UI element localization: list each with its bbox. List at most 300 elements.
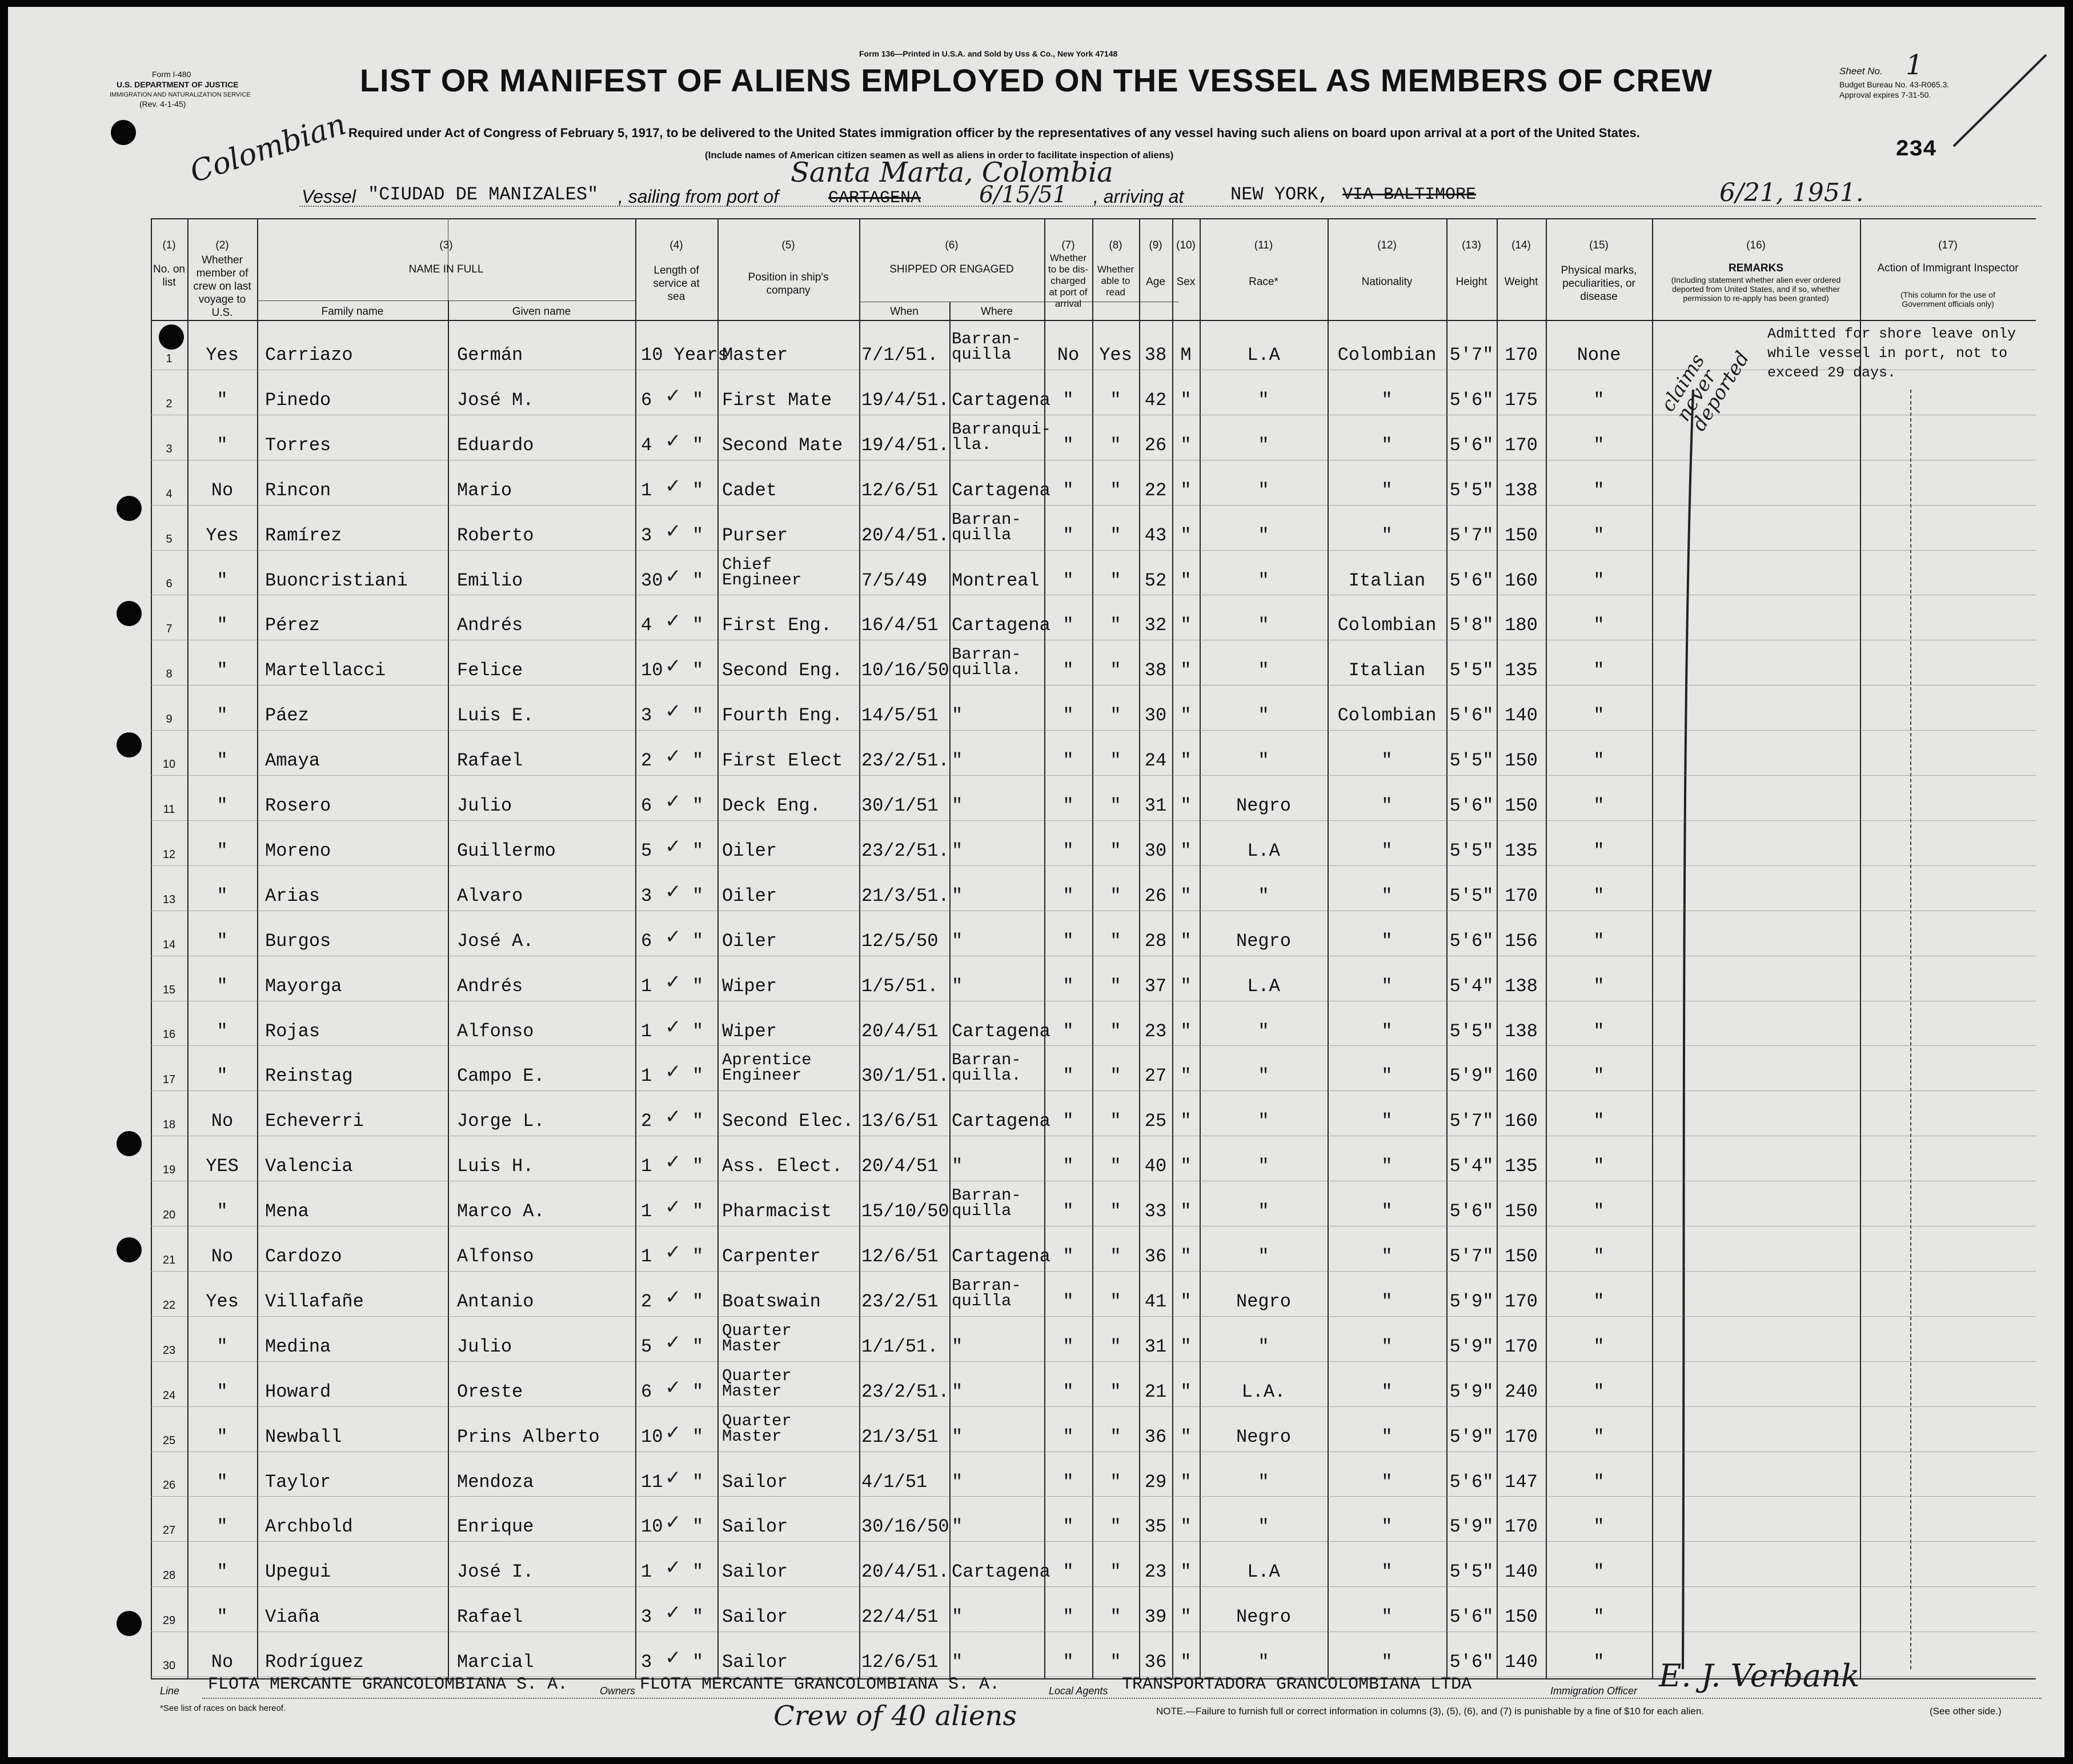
cell-height: 5'9" bbox=[1449, 1336, 1494, 1357]
cell-member: " bbox=[216, 975, 228, 997]
cell-length: 1 bbox=[641, 1065, 652, 1087]
cell-read: " bbox=[1110, 389, 1121, 411]
cell-sex: " bbox=[1180, 1065, 1192, 1087]
row-rule bbox=[151, 1361, 2036, 1362]
cell-family: Valencia bbox=[265, 1156, 353, 1177]
cell-race: Negro bbox=[1236, 1426, 1291, 1448]
cell-family: Buoncristiani bbox=[265, 570, 408, 591]
cell-read: " bbox=[1110, 1201, 1121, 1222]
cell-member: " bbox=[216, 1020, 228, 1042]
cell-nationality: " bbox=[1381, 1516, 1393, 1538]
ditto-mark: " bbox=[692, 1110, 704, 1132]
line-label: Line bbox=[160, 1685, 180, 1697]
cell-family: Rosero bbox=[265, 795, 331, 816]
cell-marks: " bbox=[1593, 1065, 1605, 1087]
line-value: FLOTA MERCANTE GRANCOLOMBIANA S. A. bbox=[208, 1675, 568, 1694]
row-number: 21 bbox=[162, 1253, 176, 1266]
cell-position: Quarter Master bbox=[722, 1411, 792, 1446]
cell-when: 19/4/51. bbox=[861, 434, 949, 456]
sheet-number: 1 bbox=[1906, 49, 1923, 81]
cell-read: " bbox=[1110, 1156, 1121, 1177]
cell-age: 36 bbox=[1144, 1426, 1167, 1448]
col-num-discharged: (7) bbox=[1061, 239, 1075, 251]
cell-discharged: " bbox=[1062, 705, 1074, 727]
check-mark: ✓ bbox=[665, 474, 681, 498]
cell-read: " bbox=[1110, 1426, 1121, 1448]
ditto-mark: " bbox=[692, 795, 704, 816]
cell-nationality: " bbox=[1381, 1290, 1393, 1312]
cell-when: 16/4/51 bbox=[861, 615, 939, 636]
cell-height: 5'6" bbox=[1449, 795, 1494, 816]
manifest-sheet bbox=[8, 7, 2064, 1757]
cell-discharged: " bbox=[1062, 1156, 1074, 1177]
cell-marks: " bbox=[1593, 885, 1605, 907]
cell-marks: " bbox=[1593, 1561, 1605, 1583]
cell-marks: " bbox=[1593, 1290, 1605, 1312]
cell-given: Andrés bbox=[457, 615, 523, 636]
cell-nationality: " bbox=[1381, 930, 1393, 952]
cell-family: Cardozo bbox=[265, 1246, 342, 1267]
col-header-shipped: SHIPPED OR ENGAGED bbox=[889, 263, 1014, 275]
cell-read: " bbox=[1110, 705, 1121, 727]
cell-marks: " bbox=[1593, 1201, 1605, 1222]
cell-height: 5'8" bbox=[1449, 615, 1494, 636]
cell-family: Carriazo bbox=[265, 344, 353, 366]
cell-when: 20/4/51. bbox=[861, 524, 949, 546]
cell-discharged: " bbox=[1062, 885, 1074, 907]
ditto-mark: " bbox=[692, 570, 704, 591]
ditto-mark: " bbox=[692, 1471, 704, 1493]
row-rule bbox=[151, 505, 2036, 506]
cell-nationality: " bbox=[1381, 750, 1393, 772]
ditto-mark: " bbox=[692, 524, 704, 546]
row-number: 5 bbox=[166, 532, 173, 546]
cell-sex: M bbox=[1180, 344, 1192, 366]
cell-member: " bbox=[216, 570, 228, 591]
cell-age: 40 bbox=[1144, 1156, 1167, 1177]
col-header-height: Height bbox=[1455, 276, 1487, 288]
row-number: 11 bbox=[163, 803, 175, 816]
row-rule bbox=[151, 1631, 2036, 1632]
cell-marks: " bbox=[1593, 975, 1605, 997]
department: U.S. DEPARTMENT OF JUSTICE bbox=[117, 80, 239, 89]
ditto-mark: " bbox=[692, 930, 704, 952]
cell-when: 10/16/50 bbox=[861, 660, 949, 681]
cell-discharged: " bbox=[1062, 1426, 1074, 1448]
cell-position: First Elect bbox=[722, 750, 843, 772]
cell-sex: " bbox=[1180, 1606, 1192, 1628]
row-number: 15 bbox=[162, 983, 176, 996]
cell-length: 11 bbox=[641, 1471, 663, 1493]
cell-read: " bbox=[1110, 660, 1121, 681]
cell-position: Second Mate bbox=[722, 434, 843, 456]
cell-height: 5'9" bbox=[1449, 1065, 1494, 1087]
form-id: Form I-480 bbox=[152, 70, 191, 79]
ditto-mark: " bbox=[692, 1426, 704, 1448]
cell-position: Boatswain bbox=[722, 1290, 821, 1312]
cell-nationality: Italian bbox=[1348, 660, 1426, 681]
footer-underline bbox=[202, 1698, 2042, 1699]
cell-read: " bbox=[1110, 885, 1121, 907]
cell-sex: " bbox=[1180, 434, 1192, 456]
cell-family: Howard bbox=[265, 1381, 331, 1402]
cell-read: " bbox=[1110, 1336, 1121, 1357]
row-number: 12 bbox=[162, 848, 176, 861]
cell-given: Oreste bbox=[457, 1381, 523, 1402]
cell-length: 10 Years bbox=[641, 344, 729, 366]
cell-given: Roberto bbox=[457, 524, 534, 546]
cell-height: 5'6" bbox=[1449, 570, 1494, 591]
cell-sex: " bbox=[1180, 1471, 1192, 1493]
cell-member: " bbox=[216, 1426, 228, 1448]
cell-where: " bbox=[952, 1516, 963, 1538]
cell-length: 1 bbox=[641, 1246, 652, 1267]
cell-length: 3 bbox=[641, 705, 652, 727]
cell-where: " bbox=[952, 1606, 963, 1628]
cell-given: Luis E. bbox=[457, 705, 534, 727]
cell-family: Torres bbox=[265, 434, 331, 456]
cell-marks: " bbox=[1593, 795, 1605, 816]
cell-weight: 147 bbox=[1505, 1471, 1538, 1493]
cell-nationality: " bbox=[1381, 1381, 1393, 1402]
cell-sex: " bbox=[1180, 570, 1192, 591]
cell-family: Pérez bbox=[265, 615, 320, 636]
sailing-label: , sailing from port of bbox=[618, 186, 779, 207]
cell-when: 13/6/51 bbox=[861, 1110, 939, 1132]
col-header-remarks: REMARKS bbox=[1728, 262, 1784, 274]
col-num-race: (11) bbox=[1254, 239, 1273, 251]
cell-read: " bbox=[1110, 1246, 1121, 1267]
row-rule bbox=[151, 1406, 2036, 1407]
check-mark: ✓ bbox=[665, 610, 681, 633]
check-mark: ✓ bbox=[665, 1015, 681, 1039]
cell-when: 20/4/51 bbox=[861, 1020, 939, 1042]
cell-race: " bbox=[1258, 1110, 1269, 1132]
cell-marks: " bbox=[1593, 1336, 1605, 1357]
row-number: 23 bbox=[162, 1344, 176, 1357]
cell-family: Ramírez bbox=[265, 524, 342, 546]
row-number: 26 bbox=[162, 1479, 176, 1492]
cell-where: Cartagena bbox=[952, 615, 1050, 636]
cell-given: Luis H. bbox=[457, 1156, 534, 1177]
cell-length: 2 bbox=[641, 750, 652, 772]
cell-where: Barran- quilla. bbox=[952, 645, 1021, 680]
cell-given: Alfonso bbox=[457, 1020, 534, 1042]
col-header-weight: Weight bbox=[1504, 276, 1538, 288]
cell-marks: " bbox=[1593, 479, 1605, 501]
cell-nationality: " bbox=[1381, 975, 1393, 997]
ditto-mark: " bbox=[692, 1201, 704, 1222]
cell-given: Rafael bbox=[457, 750, 523, 772]
cell-where: " bbox=[952, 1471, 963, 1493]
cell-where: " bbox=[952, 975, 963, 997]
punch-hole bbox=[117, 601, 142, 626]
cell-race: " bbox=[1258, 615, 1269, 636]
cell-sex: " bbox=[1180, 1426, 1192, 1448]
cell-position: Cadet bbox=[722, 479, 777, 501]
cell-height: 5'7" bbox=[1449, 1246, 1494, 1267]
cell-where: Cartagena bbox=[952, 1020, 1050, 1042]
cell-given: Enrique bbox=[457, 1516, 534, 1538]
cell-discharged: " bbox=[1062, 1020, 1074, 1042]
cell-marks: " bbox=[1593, 660, 1605, 681]
cell-member: " bbox=[216, 705, 228, 727]
cell-member: YES bbox=[206, 1156, 239, 1177]
cell-marks: " bbox=[1593, 750, 1605, 772]
cell-weight: 170 bbox=[1505, 1426, 1538, 1448]
cell-nationality: " bbox=[1381, 434, 1393, 456]
row-rule bbox=[151, 550, 2036, 551]
cell-given: Felice bbox=[457, 660, 523, 681]
cell-marks: None bbox=[1577, 344, 1621, 366]
col-header-race: Race* bbox=[1249, 276, 1278, 288]
cell-discharged: " bbox=[1062, 840, 1074, 861]
printer-line: Form 136—Printed in U.S.A. and Sold by Uss & Co., New York 47148 bbox=[859, 49, 1118, 58]
cell-race: " bbox=[1258, 570, 1269, 591]
punch-hole bbox=[117, 732, 142, 757]
cell-age: 30 bbox=[1144, 705, 1167, 727]
cell-member: Yes bbox=[206, 344, 239, 366]
cell-where: Cartagena bbox=[952, 479, 1050, 501]
cell-sex: " bbox=[1180, 615, 1192, 636]
cell-age: 52 bbox=[1144, 570, 1167, 591]
row-number: 17 bbox=[162, 1073, 176, 1087]
cell-given: Eduardo bbox=[457, 434, 534, 456]
col-num-position: (5) bbox=[781, 239, 795, 251]
cell-height: 5'5" bbox=[1449, 750, 1494, 772]
vessel-underline bbox=[299, 206, 2042, 207]
cell-marks: " bbox=[1593, 1606, 1605, 1628]
cell-nationality: Colombian bbox=[1337, 344, 1437, 366]
cell-where: Barran- quilla bbox=[952, 1276, 1021, 1310]
cell-nationality: " bbox=[1381, 1426, 1393, 1448]
cell-sex: " bbox=[1180, 1201, 1192, 1222]
cell-given: José A. bbox=[457, 930, 534, 952]
cell-race: " bbox=[1258, 479, 1269, 501]
manifest-subtitle: Required under Act of Congress of February 5, 1917, to be delivered to the United States immigration officer by the representatives of any vessel having such aliens on board upon arrival at a port of the United States. bbox=[348, 126, 1640, 140]
cell-marks: " bbox=[1593, 570, 1605, 591]
cell-when: 20/4/51. bbox=[861, 1561, 949, 1583]
col-header-sex: Sex bbox=[1176, 276, 1196, 288]
cell-when: 22/4/51 bbox=[861, 1606, 939, 1628]
col-num-nationality: (12) bbox=[1377, 239, 1397, 251]
cell-given: José M. bbox=[457, 389, 534, 411]
cell-member: " bbox=[216, 930, 228, 952]
cell-height: 5'5" bbox=[1449, 840, 1494, 861]
cell-race: L.A bbox=[1247, 975, 1280, 997]
cell-length: 1 bbox=[641, 479, 652, 501]
cell-sex: " bbox=[1180, 1110, 1192, 1132]
cell-position: Carpenter bbox=[722, 1246, 821, 1267]
cell-race: " bbox=[1258, 1471, 1269, 1493]
service: IMMIGRATION AND NATURALIZATION SERVICE bbox=[110, 91, 251, 98]
cell-member: " bbox=[216, 795, 228, 816]
cell-read: " bbox=[1110, 975, 1121, 997]
cell-member: " bbox=[216, 1606, 228, 1628]
cell-when: 1/1/51. bbox=[861, 1336, 939, 1357]
col-header-discharged: Whether to be dis-charged at port of arrival bbox=[1048, 252, 1088, 309]
cell-discharged: " bbox=[1062, 1381, 1074, 1402]
cell-height: 5'5" bbox=[1449, 479, 1494, 501]
cell-length: 2 bbox=[641, 1290, 652, 1312]
cell-position: Sailor bbox=[722, 1606, 788, 1628]
cell-nationality: " bbox=[1381, 1336, 1393, 1357]
cell-sex: " bbox=[1180, 795, 1192, 816]
row-number: 1 bbox=[166, 352, 173, 365]
remarks-handwritten: claims never deported bbox=[1656, 347, 1754, 435]
cell-discharged: " bbox=[1062, 975, 1074, 997]
cell-race: " bbox=[1258, 1516, 1269, 1538]
col-header-member: Whether member of crew on last voyage to U.S. bbox=[193, 254, 251, 319]
cell-given: Emilio bbox=[457, 570, 523, 591]
cell-member: " bbox=[216, 1336, 228, 1357]
cell-marks: " bbox=[1593, 1471, 1605, 1493]
cell-discharged: No bbox=[1057, 344, 1080, 366]
budget-bureau: Budget Bureau No. 43-R065.3. bbox=[1839, 80, 1950, 89]
check-mark: ✓ bbox=[665, 519, 681, 543]
col-num-read: (8) bbox=[1109, 239, 1122, 251]
departure-port: Santa Marta, Colombia bbox=[791, 157, 1113, 189]
cell-discharged: " bbox=[1062, 1290, 1074, 1312]
cell-length: 3 bbox=[641, 885, 652, 907]
cell-where: Barran- quilla bbox=[952, 510, 1021, 544]
col-num-member: (2) bbox=[215, 239, 229, 251]
cell-given: Rafael bbox=[457, 1606, 523, 1628]
cell-when: 12/5/50 bbox=[861, 930, 939, 952]
cell-weight: 240 bbox=[1505, 1381, 1538, 1402]
agents-value: TRANSPORTADORA GRANCOLOMBIANA LTDA bbox=[1122, 1675, 1472, 1694]
ditto-mark: " bbox=[692, 750, 704, 772]
cell-read: " bbox=[1110, 930, 1121, 952]
cell-discharged: " bbox=[1062, 1471, 1074, 1493]
cell-family: Taylor bbox=[265, 1471, 331, 1493]
cell-where: Barran- quilla bbox=[952, 1186, 1021, 1221]
cell-length: 6 bbox=[641, 1381, 652, 1402]
cell-given: Campo E. bbox=[457, 1065, 545, 1087]
cell-height: 5'4" bbox=[1449, 1156, 1494, 1177]
cell-length: 1 bbox=[641, 1201, 652, 1222]
cell-family: Villafañe bbox=[265, 1290, 364, 1312]
cell-member: " bbox=[216, 1065, 228, 1087]
ditto-mark: " bbox=[692, 705, 704, 727]
check-mark: ✓ bbox=[665, 655, 681, 678]
cell-nationality: " bbox=[1381, 1606, 1393, 1628]
cell-member: No bbox=[211, 1246, 234, 1267]
cell-position: Second Eng. bbox=[722, 660, 843, 681]
cell-age: 32 bbox=[1144, 615, 1167, 636]
check-mark: ✓ bbox=[665, 1330, 681, 1354]
cell-weight: 175 bbox=[1505, 389, 1538, 411]
cell-height: 5'7" bbox=[1449, 524, 1494, 546]
cell-member: Yes bbox=[206, 524, 239, 546]
cell-position: Ass. Elect. bbox=[722, 1156, 843, 1177]
col-num-age: (9) bbox=[1149, 239, 1162, 251]
cell-age: 30 bbox=[1144, 840, 1167, 861]
check-mark: ✓ bbox=[665, 1196, 681, 1219]
cell-sex: " bbox=[1180, 1290, 1192, 1312]
cell-read: " bbox=[1110, 479, 1121, 501]
cell-when: 21/3/51 bbox=[861, 1426, 939, 1448]
cell-race: " bbox=[1258, 660, 1269, 681]
cell-height: 5'9" bbox=[1449, 1290, 1494, 1312]
cell-sex: " bbox=[1180, 660, 1192, 681]
cell-age: 31 bbox=[1144, 795, 1167, 816]
cell-when: 7/1/51. bbox=[861, 344, 939, 366]
cell-family: Rodríguez bbox=[265, 1651, 364, 1673]
cell-age: 39 bbox=[1144, 1606, 1167, 1628]
cell-family: Moreno bbox=[265, 840, 331, 861]
row-rule bbox=[151, 1496, 2036, 1497]
col-header-action: Action of Immigrant Inspector bbox=[1877, 262, 2019, 274]
punch-hole bbox=[111, 120, 136, 145]
cell-discharged: " bbox=[1062, 1651, 1074, 1673]
cell-weight: 160 bbox=[1505, 1065, 1538, 1087]
ditto-mark: " bbox=[692, 885, 704, 907]
punch-hole bbox=[117, 496, 142, 521]
col-num-height: (13) bbox=[1462, 239, 1481, 251]
cell-weight: 150 bbox=[1505, 750, 1538, 772]
cell-nationality: " bbox=[1381, 524, 1393, 546]
cell-weight: 140 bbox=[1505, 1651, 1538, 1673]
cell-race: " bbox=[1258, 434, 1269, 456]
cell-given: Julio bbox=[457, 795, 512, 816]
cell-where: Montreal bbox=[952, 570, 1040, 591]
crew-count-note: Crew of 40 aliens bbox=[773, 1700, 1017, 1732]
cell-age: 23 bbox=[1144, 1561, 1167, 1583]
cell-weight: 170 bbox=[1505, 885, 1538, 907]
cell-discharged: " bbox=[1062, 1201, 1074, 1222]
cell-race: " bbox=[1258, 885, 1269, 907]
col-header-when: When bbox=[890, 306, 919, 318]
col-header-family: Family name bbox=[321, 306, 384, 318]
include-note: (Include names of American citizen seamen as well as aliens in order to facilitate inspection of aliens) bbox=[705, 150, 1174, 161]
cell-given: Mario bbox=[457, 479, 512, 501]
cell-weight: 138 bbox=[1505, 479, 1538, 501]
col-header-name: NAME IN FULL bbox=[408, 263, 484, 275]
cell-position: Deck Eng. bbox=[722, 795, 821, 816]
col-header-marks: Physical marks, peculiarities, or disease bbox=[1561, 264, 1637, 303]
cell-when: 30/16/50 bbox=[861, 1516, 949, 1538]
cell-discharged: " bbox=[1062, 750, 1074, 772]
penalty-note: NOTE.—Failure to furnish full or correct information in columns (3), (5), (6), and (7) is punishable by a fine of $10 for each alien. bbox=[1156, 1706, 1705, 1717]
cell-when: 12/6/51 bbox=[861, 1651, 939, 1673]
check-mark: ✓ bbox=[665, 925, 681, 948]
cell-sex: " bbox=[1180, 1561, 1192, 1583]
cell-where: Cartagena bbox=[952, 1246, 1050, 1267]
cell-marks: " bbox=[1593, 1246, 1605, 1267]
cell-read: " bbox=[1110, 750, 1121, 772]
cell-age: 41 bbox=[1144, 1290, 1167, 1312]
cell-height: 5'6" bbox=[1449, 389, 1494, 411]
cell-length: 5 bbox=[641, 840, 652, 861]
cell-age: 24 bbox=[1144, 750, 1167, 772]
cell-where: " bbox=[952, 1336, 963, 1357]
ditto-mark: " bbox=[692, 434, 704, 456]
cell-discharged: " bbox=[1062, 524, 1074, 546]
cell-position: Master bbox=[722, 344, 788, 366]
cell-nationality: " bbox=[1381, 1020, 1393, 1042]
col-num-length: (4) bbox=[669, 239, 683, 251]
cell-nationality: " bbox=[1381, 840, 1393, 861]
cell-position: Oiler bbox=[722, 840, 777, 861]
cell-weight: 150 bbox=[1505, 524, 1538, 546]
cell-height: 5'6" bbox=[1449, 1606, 1494, 1628]
cell-race: Negro bbox=[1236, 1606, 1291, 1628]
cell-length: 6 bbox=[641, 389, 652, 411]
cell-given: Andrés bbox=[457, 975, 523, 997]
cell-weight: 140 bbox=[1505, 705, 1538, 727]
row-number: 13 bbox=[162, 893, 176, 906]
